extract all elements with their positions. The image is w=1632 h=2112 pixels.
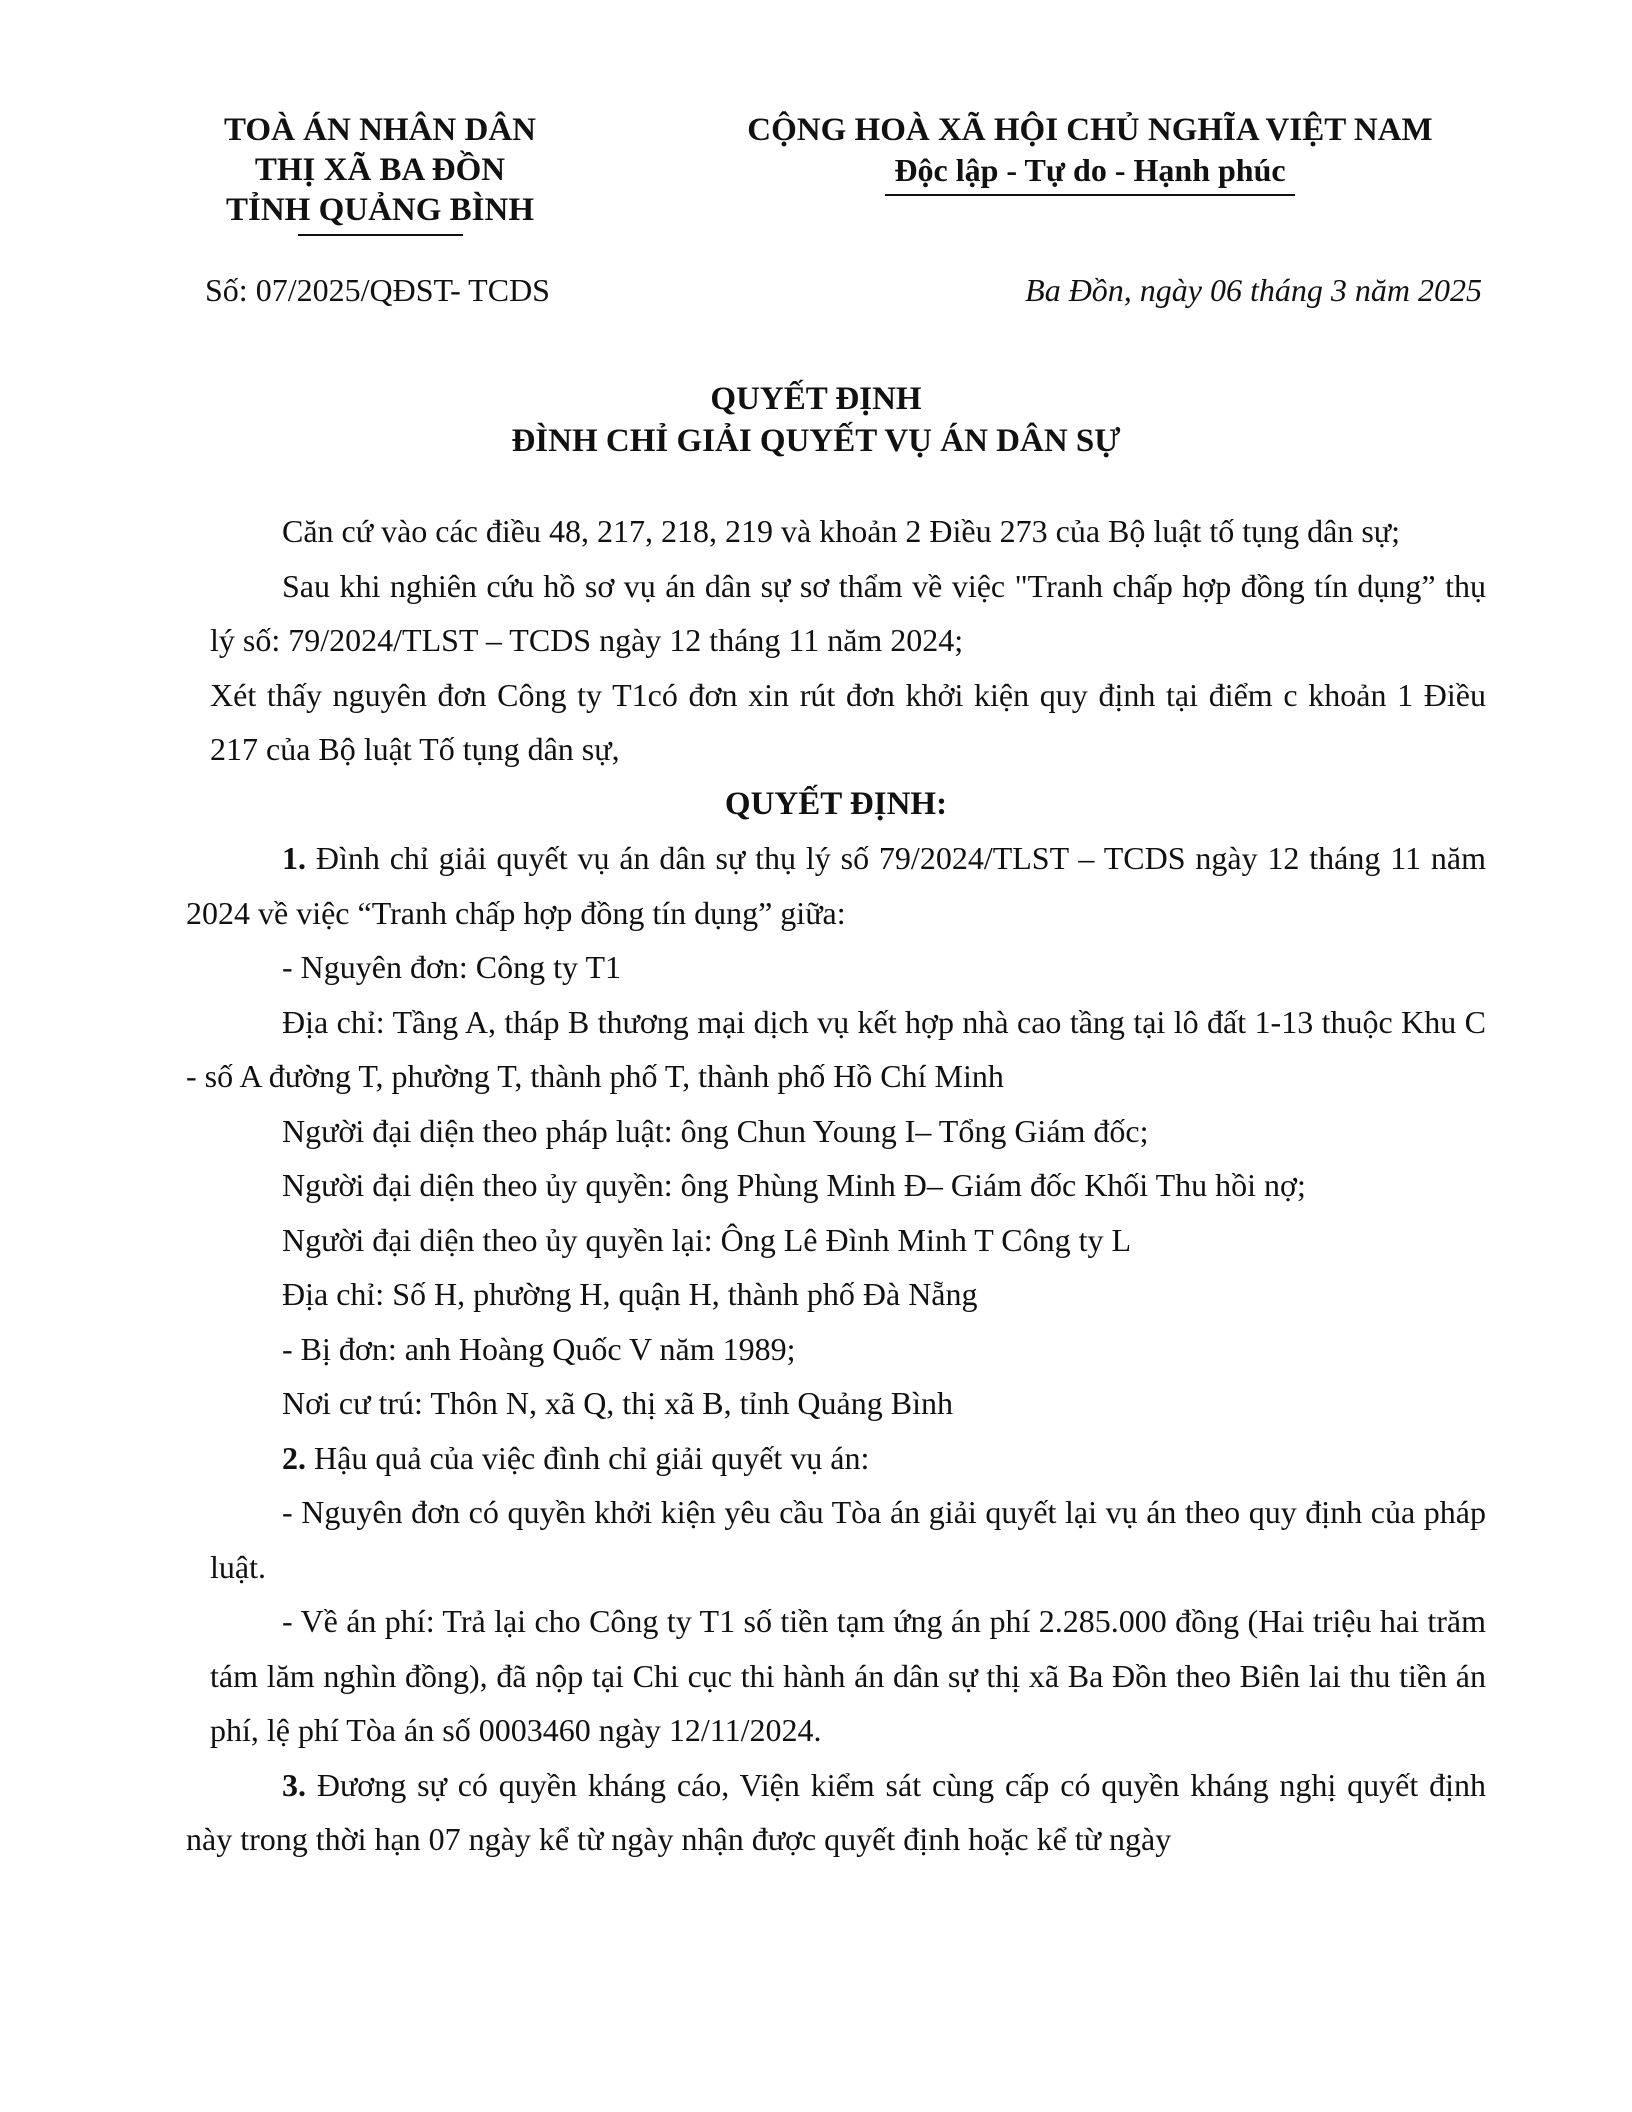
legal-basis-paragraph: Căn cứ vào các điều 48, 217, 218, 219 và khoản 2 Điều 273 của Bộ luật tố tụng dân sự; xyxy=(282,513,1401,549)
document-body xyxy=(186,504,1486,1867)
title-line-2: ĐÌNH CHỈ GIẢI QUYẾT VỤ ÁN DÂN SỰ xyxy=(511,423,1121,459)
defendant-residence: Nơi cư trú: Thôn N, xã Q, thị xã B, tỉnh Quảng Bình xyxy=(282,1385,953,1421)
item-3 xyxy=(186,1758,1486,1867)
document-title xyxy=(0,378,1632,462)
plaintiff-line: - Nguyên đơn: Công ty T1 xyxy=(282,949,621,985)
national-motto: Độc lập - Tự do - Hạnh phúc xyxy=(894,152,1286,188)
court-district: THỊ XÃ BA ĐỒN xyxy=(254,152,506,188)
national-header xyxy=(690,110,1490,196)
court-header xyxy=(200,110,560,236)
item-1-number: 1. xyxy=(282,840,306,876)
item-2 xyxy=(186,1431,1486,1486)
court-province: TỈNH QUẢNG BÌNH xyxy=(225,192,535,228)
decision-heading: QUYẾT ĐỊNH: xyxy=(724,785,948,822)
item-2-consequence: - Nguyên đơn có quyền khởi kiện yêu cầu Tòa án giải quyết lại vụ án theo quy định của pháp luật. xyxy=(210,1494,1486,1585)
national-header-divider xyxy=(885,194,1295,196)
sub-authorized-address: Địa chỉ: Số H, phường H, quận H, thành phố Đà Nẵng xyxy=(282,1276,978,1312)
sub-authorized-representative: Người đại diện theo ủy quyền lại: Ông Lê Đình Minh T Công ty L xyxy=(282,1221,1131,1258)
court-header-divider xyxy=(298,234,463,236)
decision-number: Số: 07/2025/QĐST- TCDS xyxy=(205,272,550,308)
title-line-1: QUYẾT ĐỊNH xyxy=(710,381,922,417)
item-2-number: 2. xyxy=(282,1439,306,1476)
item-2-text: Hậu quả của việc đình chỉ giải quyết vụ án: xyxy=(306,1439,870,1476)
plaintiff-address: Địa chỉ: Tầng A, tháp B thương mại dịch vụ kết hợp nhà cao tầng tại lô đất 1-13 thuộc Khu C - số A đường T, phường T, thành phố T, thành phố Hồ Chí Minh xyxy=(186,1003,1486,1094)
item-3-number: 3. xyxy=(282,1766,306,1803)
defendant-line: - Bị đơn: anh Hoàng Quốc V năm 1989; xyxy=(282,1330,796,1367)
legal-representative: Người đại diện theo pháp luật: ông Chun Young I– Tổng Giám đốc; xyxy=(282,1112,1149,1149)
item-3-text: Đương sự có quyền kháng cáo, Viện kiểm sát cùng cấp có quyền kháng nghị quyết định này trong thời hạn 07 ngày kể từ ngày nhận được quyết định hoặc kể từ ngày xyxy=(186,1766,1486,1857)
withdrawal-paragraph: Xét thấy nguyên đơn Công ty T1có đơn xin rút đơn khởi kiện quy định tại điểm c khoản 1 Điều 217 của Bộ luật Tố tụng dân sự, xyxy=(210,676,1486,767)
case-review-paragraph: Sau khi nghiên cứu hồ sơ vụ án dân sự sơ thẩm về việc "Tranh chấp hợp đồng tín dụng” thụ lý số: 79/2024/TLST – TCDS ngày 12 tháng 11 năm 2024; xyxy=(210,567,1486,658)
item-1-text: Đình chỉ giải quyết vụ án dân sự thụ lý số 79/2024/TLST – TCDS ngày 12 tháng 11 năm 2024 về việc “Tranh chấp hợp đồng tín dụng” giữa: xyxy=(186,840,1486,931)
place-date: Ba Đồn, ngày 06 tháng 3 năm 2025 xyxy=(1025,272,1482,308)
country-name: CỘNG HOÀ XÃ HỘI CHỦ NGHĨA VIỆT NAM xyxy=(747,112,1433,148)
item-2-court-fee: - Về án phí: Trả lại cho Công ty T1 số tiền tạm ứng án phí 2.285.000 đồng (Hai triệu hai trăm tám lăm nghìn đồng), đã nộp tại Chi cục thi hành án dân sự thị xã Ba Đồn theo Biên lai thu tiền án phí, lệ phí Tòa án số 0003460 ngày 12/11/2024. xyxy=(210,1603,1486,1748)
item-1 xyxy=(186,831,1486,940)
court-name: TOÀ ÁN NHÂN DÂN xyxy=(224,112,536,148)
authorized-representative: Người đại diện theo ủy quyền: ông Phùng Minh Đ– Giám đốc Khối Thu hồi nợ; xyxy=(282,1167,1306,1203)
